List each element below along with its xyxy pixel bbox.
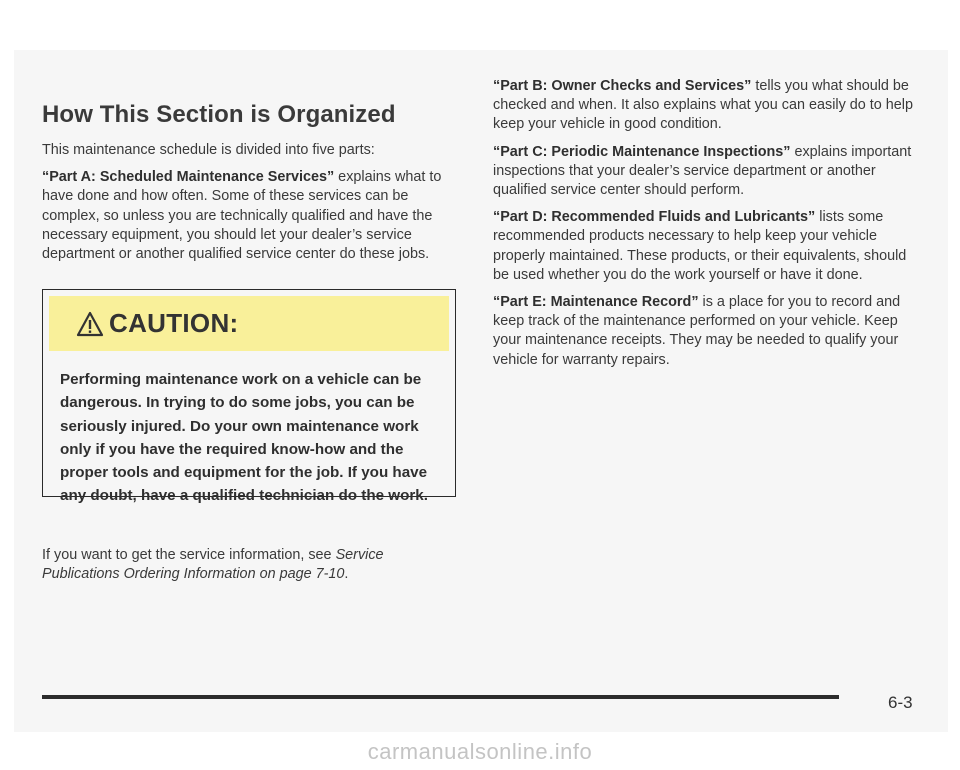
part-d-body: lists some recommended products necessary to help keep your vehicle properly maintained. These products, or their equivalents, should be used whether you do the work yourself or have it done.	[493, 209, 907, 283]
part-d-paragraph	[493, 208, 923, 285]
intro-paragraph: This maintenance schedule is divided into five parts:	[42, 142, 375, 158]
part-b-body: tells you what should be checked and when. It also explains what you can easily do to help keep your vehicle in good condition.	[493, 78, 913, 133]
part-a-title: “Part A: Scheduled Maintenance Services”	[42, 169, 335, 186]
caution-label: CAUTION:	[109, 308, 239, 338]
part-b-title: “Part B: Owner Checks and Services”	[493, 78, 752, 94]
part-c-body: explains important inspections that your dealer’s service department or another qualified service center should perform.	[493, 143, 912, 199]
caution-header	[49, 296, 449, 351]
part-a-body: explains what to have done and how often. Some of these services can be complex, so unless you are technically qualified and have the necessary equipment, you should let your dealer’s service department or another qualified service center do these jobs.	[42, 169, 442, 263]
service-info-footnote	[42, 546, 462, 592]
caution-box	[42, 289, 456, 505]
footer-rule	[42, 695, 839, 699]
warning-triangle-icon	[75, 309, 105, 339]
part-a-paragraph	[42, 168, 454, 264]
watermark: carmanualsonline.info	[367, 739, 593, 764]
part-c-title: “Part C: Periodic Maintenance Inspections”	[493, 143, 791, 160]
part-e-body: is a place for you to record and keep track of the maintenance performed on your vehicle. Keep your maintenance receipts. They may be needed to qualify your vehicle for warranty repairs.	[493, 294, 901, 368]
footnote-reference-link[interactable]: Service Publications Ordering Information on page 7-10	[42, 547, 384, 583]
footnote-paragraph	[42, 546, 462, 584]
part-b-paragraph	[493, 77, 923, 135]
caution-text: Performing maintenance work on a vehicle can be dangerous. In trying to do some jobs, you can be seriously injured. Do your own maintenance work only if you have the required know-how and the proper tools and equipment for the job. If you have any doubt, have a qualified technician do the work.	[60, 371, 428, 505]
right-column	[493, 77, 923, 378]
left-column	[42, 101, 454, 272]
part-e-title: “Part E: Maintenance Record”	[493, 294, 699, 311]
footnote-prefix: If you want to get the service information, see	[42, 547, 336, 563]
part-d-title: “Part D: Recommended Fluids and Lubricants”	[493, 209, 816, 226]
part-e-paragraph	[493, 293, 923, 370]
part-c-paragraph	[493, 143, 923, 201]
section-heading: How This Section is Organized	[42, 101, 396, 128]
page-number: 6-3	[888, 693, 913, 712]
footnote-suffix: .	[344, 566, 349, 583]
